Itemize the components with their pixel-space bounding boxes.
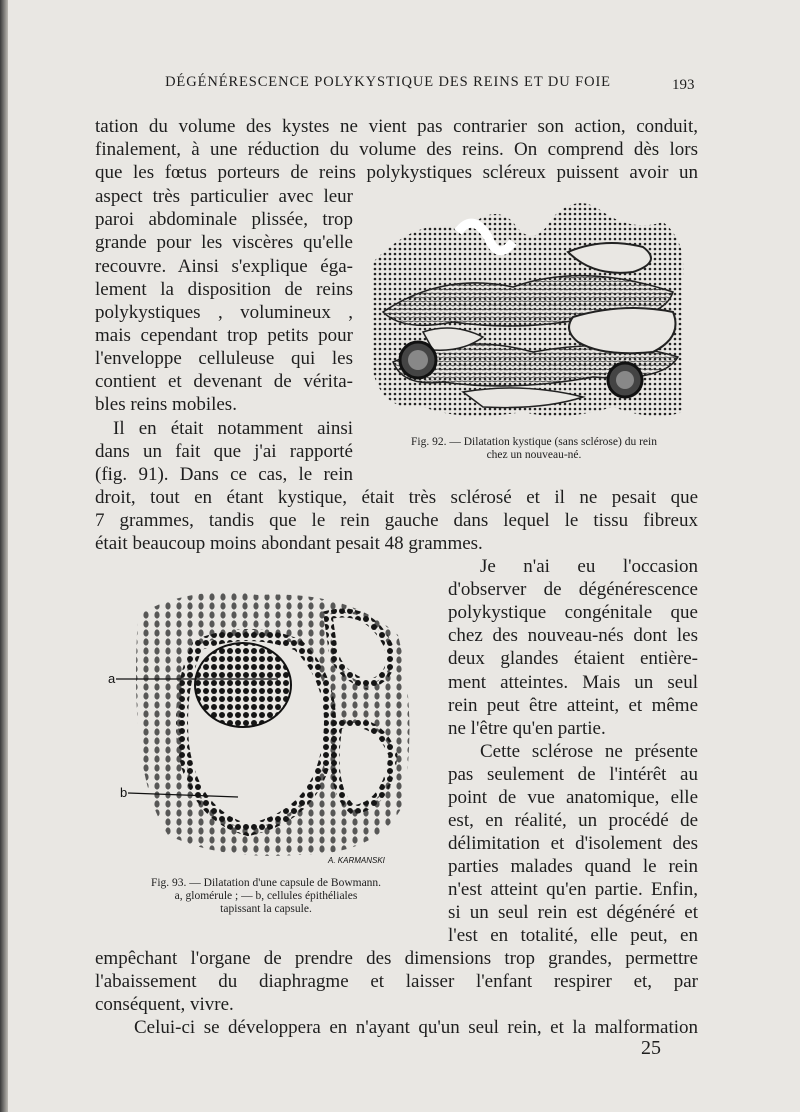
text-line: dans un fait que j'ai rapporté	[95, 441, 353, 462]
text-line: empêchant l'organe de prendre des dimensions trop grandes, permettre	[95, 948, 698, 969]
text-line: bles reins mobiles.	[95, 394, 237, 415]
running-title: DÉGÉNÉRESCENCE POLYKYSTIQUE DES REINS ET DU FOIE	[165, 74, 611, 90]
text-line: ne l'être qu'en partie.	[448, 718, 606, 739]
text-line: 7 grammes, tandis que le rein gauche dans lequel le tissu fibreux	[95, 510, 698, 531]
figure-92-caption-line: chez un nouveau-né.	[486, 449, 582, 461]
figure-93-artist-signature: A. KARMANSKI	[328, 856, 385, 865]
text-line: chez des nouveau-nés dont les	[448, 625, 698, 646]
text-line: si un seul rein est dégénéré et	[448, 902, 698, 923]
text-line: l'enveloppe celluleuse qui les	[95, 348, 353, 369]
text-line: parties malades quand le rein	[448, 856, 698, 877]
page-number: 193	[672, 77, 695, 93]
figure-93-caption-line: a, glomérule ; — b, cellules épithéliales	[174, 890, 358, 902]
figure-93-label-b: b	[120, 785, 128, 800]
text-line: deux glandes étaient entière-	[448, 648, 698, 669]
figure-92-caption-line: Fig. 92. — Dilatation kystique (sans sclérose) du rein	[411, 436, 657, 448]
text-line: rein peut être atteint, et même	[448, 695, 698, 716]
text-line: lement la disposition de reins	[95, 279, 353, 300]
text-line: l'abaissement du diaphragme et laisser l'enfant respirer et, par	[95, 971, 698, 992]
text-line: Il en était notamment ainsi	[113, 418, 353, 439]
figure-92-caption	[370, 436, 698, 462]
figure-93-caption-line: Fig. 93. — Dilatation d'une capsule de Bowmann.	[150, 877, 382, 889]
figure-92-illustration	[363, 192, 696, 427]
text-line: contient et devenant de vérita-	[95, 371, 353, 392]
text-line: ment atteintes. Mais un seul	[448, 672, 698, 693]
text-line: Je n'ai eu l'occasion	[480, 556, 698, 577]
text-line: n'est atteint qu'en partie. Enfin,	[448, 879, 698, 900]
text-line: conséquent, vivre.	[95, 994, 234, 1015]
text-line: point de vue anatomique, elle	[448, 787, 698, 808]
figure-93-caption-line: tapissant la capsule.	[220, 903, 312, 915]
figure-93-label-a: a	[108, 671, 116, 686]
text-line: tation du volume des kystes ne vient pas contrarier son action, conduit,	[95, 116, 698, 137]
text-line: aspect très particulier avec leur	[95, 186, 353, 207]
text-line: droit, tout en étant kystique, était très sclérosé et il ne pesait que	[95, 487, 698, 508]
book-page	[8, 0, 800, 1112]
text-line: d'observer de dégénérescence	[448, 579, 698, 600]
text-line: paroi abdominale plissée, trop	[95, 209, 353, 230]
text-line: recouvre. Ainsi s'explique éga-	[95, 256, 353, 277]
text-line: est, en réalité, un procédé de	[448, 810, 698, 831]
text-line: Celui-ci se développera en n'ayant qu'un seul rein, et la malformation	[134, 1017, 698, 1038]
text-line: polykystique congénitale que	[448, 602, 698, 623]
text-line: délimitation et d'isolement des	[448, 833, 698, 854]
text-line: (fig. 91). Dans ce cas, le rein	[95, 464, 353, 485]
text-line: grande pour les viscères qu'elle	[95, 232, 353, 253]
text-line: l'est en totalité, elle peut, en	[448, 925, 698, 946]
book-gutter-shadow	[0, 0, 8, 1112]
text-line: polykystiques , volumineux ,	[95, 302, 353, 323]
text-line: finalement, à une réduction du volume des reins. On comprend dès lors	[95, 139, 698, 160]
text-line: mais cependant trop petits pour	[95, 325, 353, 346]
signature-mark: 25	[641, 1037, 661, 1059]
text-line: pas seulement de l'intérêt au	[448, 764, 698, 785]
text-line: que les fœtus porteurs de reins polykystiques scléreux puissent avoir un	[95, 162, 698, 183]
text-line: était beaucoup moins abondant pesait 48 grammes.	[95, 533, 483, 554]
figure-93-caption	[96, 877, 436, 916]
text-line: Cette sclérose ne présente	[480, 741, 698, 762]
figure-93-illustration	[98, 575, 428, 875]
